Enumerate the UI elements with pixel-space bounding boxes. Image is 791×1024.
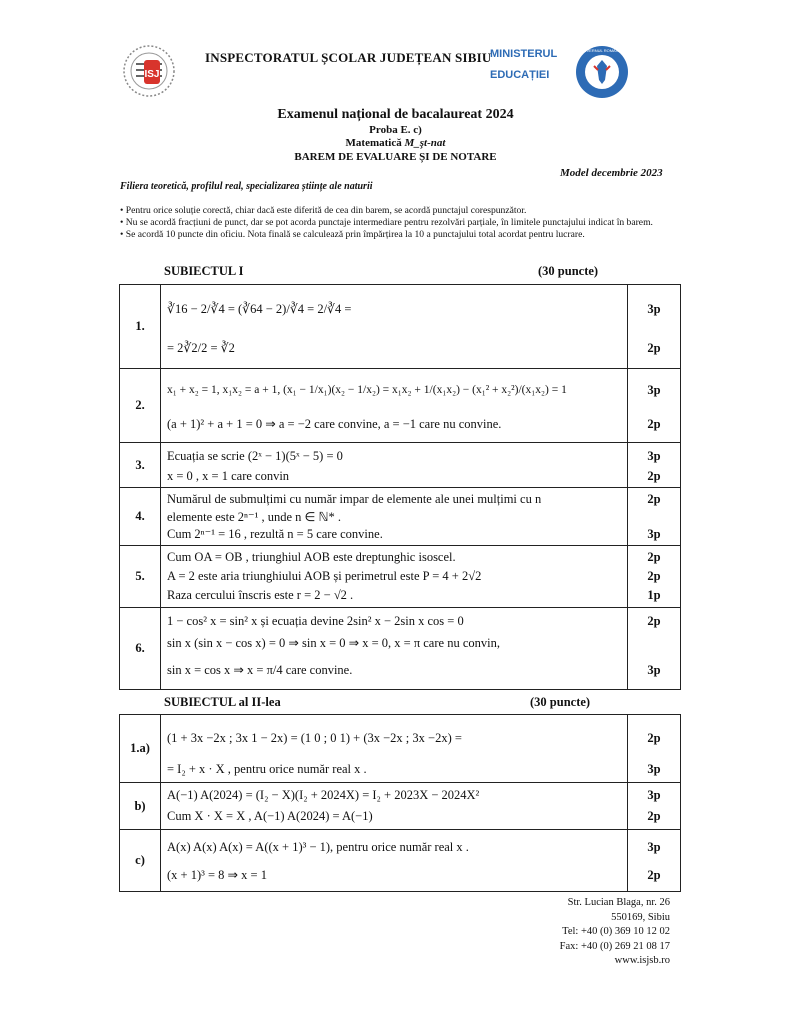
- government-seal: [574, 44, 630, 100]
- row-solution: [161, 546, 628, 608]
- subject-1-points: (30 puncte): [538, 264, 599, 278]
- row-number: 5.: [120, 546, 161, 608]
- table-row: [120, 830, 681, 892]
- points-value: 2p: [647, 468, 661, 483]
- ministry-line-1: MINISTERUL: [490, 48, 558, 60]
- row-number: 6.: [120, 608, 161, 690]
- points-value: 2p: [647, 614, 661, 628]
- solution-line: (x + 1)³ = 8 ⇒ x = 1: [167, 868, 267, 882]
- solution-line: Raza cercului înscris este r = 2 − √2 .: [167, 588, 354, 602]
- solution-line: A = 2 este aria triunghiului AOB și perimetrul este P = 4 + 2√2: [167, 568, 482, 583]
- solution-line: x₁ + x₂ = 1, x₁x₂ = a + 1, (x₁ − 1/x₁)(x₂ − 1/x₂) = x₁x₂ + 1/(x₁x₂) − (x₁² + x₂²)/(x₁x₂) = 1: [167, 383, 567, 396]
- note-1: • Pentru orice soluție corectă, chiar dacă este diferită de cea din barem, se acordă punctajul corespunzător.: [120, 205, 527, 216]
- points-value: 3p: [647, 762, 661, 776]
- logo-text: ISJ: [144, 69, 160, 80]
- ministry-name: [490, 44, 557, 86]
- solution-line: sin x (sin x − cos x) = 0 ⇒ sin x = 0 ⇒ x = 0, x = π care nu convin,: [167, 636, 500, 650]
- points-value: 3p: [647, 383, 661, 397]
- subject-track: M_şt-nat: [404, 137, 446, 149]
- points-value: 3p: [647, 448, 661, 463]
- exam-subject: [0, 137, 791, 149]
- model-label: Model decembrie 2023: [560, 167, 663, 179]
- points-value: 2p: [647, 731, 661, 745]
- row-number: 3.: [120, 443, 161, 488]
- points-value: 3p: [647, 663, 661, 677]
- row-solution: [161, 608, 628, 690]
- solution-line: x = 0 , x = 1 care convin: [167, 468, 290, 483]
- row-number: 2.: [120, 369, 161, 443]
- footer-fax: Fax: +40 (0) 269 21 08 17: [559, 940, 670, 952]
- solution-line: Cum OA = OB , triunghiul AOB este dreptunghic isoscel.: [167, 549, 456, 564]
- row-points: [628, 783, 681, 830]
- points-value: [628, 633, 680, 655]
- row-points: [628, 715, 681, 783]
- solution-line: 1 − cos² x = sin² x și ecuația devine 2sin² x − 2sin x cos = 0: [167, 614, 464, 628]
- filiera-label: Filiera teoretică, profilul real, specializarea științe ale naturii: [120, 181, 373, 192]
- row-points: [628, 830, 681, 892]
- table-row: [120, 546, 681, 608]
- row-solution: [161, 285, 628, 369]
- table-row: [120, 715, 681, 783]
- points-value: 2p: [647, 491, 661, 506]
- note-2: • Nu se acordă fracțiuni de punct, dar se pot acorda punctaje intermediare pentru rezolvări parțiale, în limitele punctajului indicat în barem.: [120, 217, 653, 228]
- row-solution: [161, 715, 628, 783]
- solution-line: = I₂ + x · X , pentru orice număr real x .: [167, 762, 367, 776]
- footer-street: Str. Lucian Blaga, nr. 26: [567, 897, 670, 908]
- row-number: b): [120, 783, 161, 830]
- ministry-line-2: EDUCAȚIEI: [490, 69, 550, 81]
- row-points: [628, 443, 681, 488]
- subject-1-title: SUBIECTUL I: [164, 264, 244, 278]
- instructions: [120, 205, 680, 241]
- solution-line: Ecuația se scrie (2ˣ − 1)(5ˣ − 5) = 0: [167, 448, 343, 463]
- row-number: 1.a): [120, 715, 161, 783]
- row-solution: [161, 369, 628, 443]
- subject-1-table: [119, 284, 681, 690]
- solution-line: A(x) A(x) A(x) = A((x + 1)³ − 1), pentru orice număr real x .: [167, 840, 469, 854]
- exam-proba: Proba E. c): [369, 124, 422, 136]
- note-3: • Se acordă 10 puncte din oficiu. Nota finală se calculează prin împărțirea la 10 a punctajului total acordat pentru lucrare.: [120, 229, 585, 240]
- solution-line: = 2∛2/2 = ∛2: [167, 341, 235, 355]
- solution-line: (1 + 3x −2x ; 3x 1 − 2x) = (1 0 ; 0 1) + (3x −2x ; 3x −2x) =: [167, 731, 462, 745]
- points-value: 3p: [647, 788, 661, 802]
- subject-2-points: (30 puncte): [530, 695, 591, 709]
- points-value: 2p: [647, 417, 661, 431]
- row-points: [628, 285, 681, 369]
- barem-title: BAREM DE EVALUARE ȘI DE NOTARE: [294, 151, 497, 163]
- solution-line: Numărul de submulțimi cu număr impar de elemente ale unei mulțimi cu n: [167, 491, 542, 506]
- points-value: 3p: [647, 302, 661, 316]
- solution-line: sin x = cos x ⇒ x = π/4 care convine.: [167, 663, 353, 677]
- exam-title: Examenul național de bacalaureat 2024: [277, 107, 514, 122]
- points-value: 2p: [647, 809, 661, 823]
- row-points: [628, 369, 681, 443]
- table-row: [120, 369, 681, 443]
- points-value: 2p: [647, 341, 661, 355]
- row-solution: [161, 488, 628, 546]
- points-value: 1p: [647, 588, 661, 602]
- points-value: 3p: [647, 840, 661, 854]
- table-row: [120, 488, 681, 546]
- row-number: 4.: [120, 488, 161, 546]
- row-points: [628, 546, 681, 608]
- table-row: [120, 285, 681, 369]
- footer-address: [500, 896, 670, 969]
- solution-line: elemente este 2ⁿ⁻¹ , unde n ∈ ℕ* .: [167, 509, 342, 524]
- row-solution: [161, 443, 628, 488]
- subject-2-title: SUBIECTUL al II-lea: [164, 695, 281, 709]
- solution-line: ∛16 − 2/∛4 = (∛64 − 2)/∛4 = 2/∛4 =: [167, 302, 352, 316]
- solution-line: A(−1) A(2024) = (I₂ − X)(I₂ + 2024X) = I₂ + 2023X − 2024X²: [167, 788, 480, 802]
- table-row: [120, 608, 681, 690]
- footer-website[interactable]: www.isjsb.ro: [614, 955, 670, 966]
- isj-logo: [122, 44, 176, 98]
- points-value: 3p: [647, 527, 661, 541]
- points-value: [628, 508, 680, 526]
- footer-city: 550169, Sibiu: [611, 911, 670, 923]
- table-row: [120, 783, 681, 830]
- subject-prefix: Matematică: [345, 137, 405, 149]
- row-points: [628, 608, 681, 690]
- footer-tel: Tel: +40 (0) 369 10 12 02: [562, 926, 670, 937]
- solution-line: (a + 1)² + a + 1 = 0 ⇒ a = −2 care convine, a = −1 care nu convine.: [167, 417, 502, 431]
- points-value: 2p: [647, 568, 661, 583]
- table-row: [120, 443, 681, 488]
- row-solution: [161, 783, 628, 830]
- solution-line: Cum 2ⁿ⁻¹ = 16 , rezultă n = 5 care convine.: [167, 527, 383, 541]
- points-value: 2p: [647, 868, 661, 882]
- row-points: [628, 488, 681, 546]
- solution-line: Cum X · X = X , A(−1) A(2024) = A(−1): [167, 809, 373, 823]
- row-number: 1.: [120, 285, 161, 369]
- row-solution: [161, 830, 628, 892]
- points-value: 2p: [647, 549, 661, 564]
- subject-2-table: [119, 714, 681, 892]
- row-number: c): [120, 830, 161, 892]
- seal-text: GUVERNUL ROMÂNIEI: [580, 48, 624, 53]
- inspectorate-name: INSPECTORATUL ȘCOLAR JUDEȚEAN SIBIU: [205, 50, 492, 65]
